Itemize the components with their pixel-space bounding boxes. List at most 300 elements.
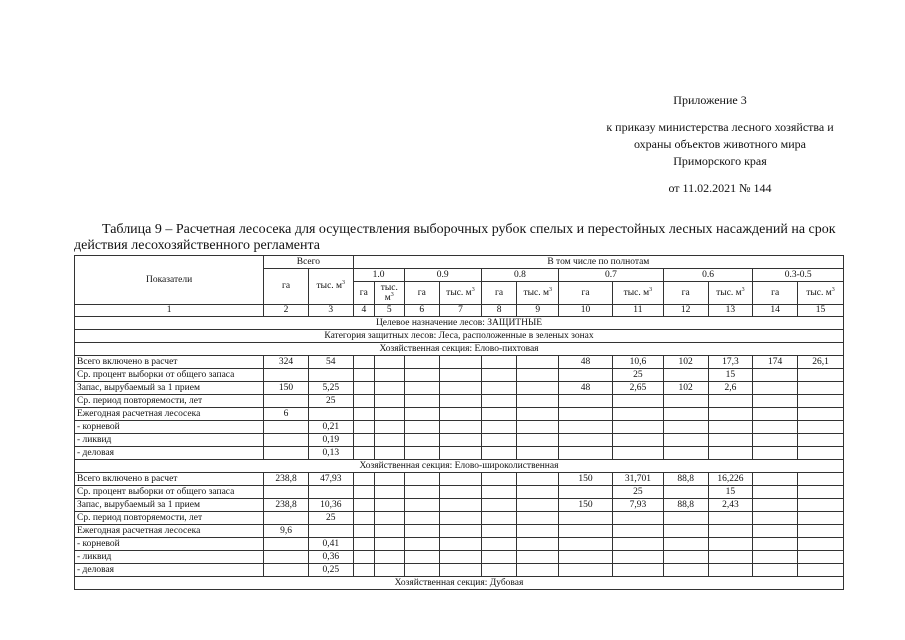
table-cell xyxy=(264,434,309,447)
table-cell xyxy=(663,486,708,499)
table-cell xyxy=(753,512,798,525)
table-row xyxy=(75,408,844,421)
table-cell xyxy=(404,447,440,460)
table-cell xyxy=(440,447,482,460)
table-cell xyxy=(481,356,517,369)
table-row xyxy=(75,421,844,434)
column-number: 12 xyxy=(663,305,708,317)
table-cell xyxy=(264,421,309,434)
row-label: Запас, вырубаемый за 1 прием xyxy=(75,499,264,512)
column-number: 6 xyxy=(404,305,440,317)
table-cell xyxy=(753,369,798,382)
table-cell xyxy=(708,447,753,460)
row-label: Ср. период повторяемости, лет xyxy=(75,395,264,408)
row-label: - деловая xyxy=(75,447,264,460)
table-cell xyxy=(375,499,404,512)
table-cell: 47,93 xyxy=(308,473,353,486)
unit-vol: тыс. $м^3$ xyxy=(612,282,663,305)
table-cell xyxy=(353,447,374,460)
table-row xyxy=(75,395,844,408)
table-cell: 0,36 xyxy=(308,551,353,564)
table-cell: 48 xyxy=(559,356,613,369)
table-cell xyxy=(481,499,517,512)
table-cell xyxy=(481,486,517,499)
table-cell xyxy=(264,369,309,382)
table-cell xyxy=(353,382,374,395)
table-cell xyxy=(612,408,663,421)
table-cell: 88,8 xyxy=(663,473,708,486)
table-cell xyxy=(440,512,482,525)
table-cell xyxy=(481,434,517,447)
table-cell xyxy=(375,525,404,538)
table-cell: 150 xyxy=(264,382,309,395)
table-cell xyxy=(440,473,482,486)
table-cell xyxy=(375,551,404,564)
table-cell xyxy=(612,434,663,447)
table-cell xyxy=(753,395,798,408)
row-label: Ежегодная расчетная лесосека xyxy=(75,408,264,421)
table-cell xyxy=(559,538,613,551)
table-cell: 150 xyxy=(559,473,613,486)
table-cell xyxy=(481,421,517,434)
order-reference-line1: к приказу министерства лесного хозяйства и xyxy=(606,120,834,134)
table-cell xyxy=(517,369,559,382)
row-label: Ср. процент выборки от общего запаса xyxy=(75,369,264,382)
table-cell: 0,13 xyxy=(308,447,353,460)
table-cell xyxy=(375,356,404,369)
table-row xyxy=(75,447,844,460)
table-cell xyxy=(663,421,708,434)
table-cell: 2,6 xyxy=(708,382,753,395)
row-label: - корневой xyxy=(75,421,264,434)
row-label: Ср. период повторяемости, лет xyxy=(75,512,264,525)
table-cell xyxy=(353,473,374,486)
table-cell xyxy=(612,421,663,434)
table-cell xyxy=(559,551,613,564)
table-cell xyxy=(404,486,440,499)
header-total-vol: тыс. $м^3$ xyxy=(308,269,353,305)
table-cell xyxy=(353,369,374,382)
allowable-cut-table xyxy=(74,255,844,590)
header-indicators: Показатели xyxy=(75,256,264,305)
density-header: 0.3-0.5 xyxy=(753,269,844,282)
table-cell xyxy=(753,473,798,486)
table-cell xyxy=(753,538,798,551)
table-cell xyxy=(517,525,559,538)
table-cell xyxy=(440,499,482,512)
table-cell: 0,19 xyxy=(308,434,353,447)
table-cell xyxy=(798,551,844,564)
table-cell xyxy=(753,525,798,538)
row-label: Всего включено в расчет xyxy=(75,473,264,486)
table-cell xyxy=(517,434,559,447)
table-cell xyxy=(517,473,559,486)
table-cell xyxy=(375,369,404,382)
table-cell xyxy=(798,525,844,538)
table-cell xyxy=(375,512,404,525)
table-cell: 2,43 xyxy=(708,499,753,512)
table-cell xyxy=(264,395,309,408)
table-cell: 174 xyxy=(753,356,798,369)
density-header: 0.6 xyxy=(663,269,753,282)
column-number: 1 xyxy=(75,305,264,317)
table-cell xyxy=(353,421,374,434)
column-number: 13 xyxy=(708,305,753,317)
table-cell xyxy=(375,538,404,551)
table-cell xyxy=(559,486,613,499)
table-cell xyxy=(404,551,440,564)
table-cell xyxy=(353,512,374,525)
column-number: 3 xyxy=(308,305,353,317)
table-cell xyxy=(404,525,440,538)
table-cell: 102 xyxy=(663,356,708,369)
table-cell xyxy=(559,564,613,577)
table-cell: 5,25 xyxy=(308,382,353,395)
table-cell xyxy=(404,408,440,421)
table-cell xyxy=(517,395,559,408)
table-cell xyxy=(404,382,440,395)
table-cell xyxy=(708,421,753,434)
table-cell xyxy=(663,564,708,577)
table-cell: 25 xyxy=(308,395,353,408)
table-cell: 150 xyxy=(559,499,613,512)
table-cell xyxy=(481,473,517,486)
table-cell: 48 xyxy=(559,382,613,395)
table-cell xyxy=(404,434,440,447)
table-cell xyxy=(308,369,353,382)
table-cell xyxy=(481,369,517,382)
table-cell xyxy=(753,551,798,564)
row-label: Всего включено в расчет xyxy=(75,356,264,369)
column-number: 8 xyxy=(481,305,517,317)
table-cell xyxy=(404,421,440,434)
table-cell xyxy=(481,382,517,395)
table-cell xyxy=(353,499,374,512)
table-cell xyxy=(440,434,482,447)
table-cell xyxy=(663,434,708,447)
unit-ha: га xyxy=(663,282,708,305)
table-row xyxy=(75,512,844,525)
order-reference-line2: охраны объектов животного мира xyxy=(633,137,807,151)
table-cell xyxy=(517,408,559,421)
table-cell xyxy=(375,447,404,460)
table-cell xyxy=(663,447,708,460)
table-cell xyxy=(708,408,753,421)
unit-vol: тыс. $м^3$ xyxy=(708,282,753,305)
column-number: 11 xyxy=(612,305,663,317)
table-cell xyxy=(353,551,374,564)
table-row xyxy=(75,382,844,395)
row-label: Запас, вырубаемый за 1 прием xyxy=(75,382,264,395)
table-cell: 10,6 xyxy=(612,356,663,369)
unit-ha: га xyxy=(753,282,798,305)
unit-ha: га xyxy=(481,282,517,305)
table-cell xyxy=(375,382,404,395)
table-cell xyxy=(753,382,798,395)
table-cell xyxy=(753,408,798,421)
table-cell xyxy=(798,369,844,382)
table-cell xyxy=(753,486,798,499)
table-cell xyxy=(753,447,798,460)
table-cell xyxy=(663,395,708,408)
table-cell xyxy=(517,382,559,395)
table-cell xyxy=(663,525,708,538)
table-row xyxy=(75,486,844,499)
table-cell xyxy=(559,434,613,447)
table-cell xyxy=(612,538,663,551)
table-cell xyxy=(798,499,844,512)
table-cell xyxy=(481,447,517,460)
row-label: Ср. процент выборки от общего запаса xyxy=(75,486,264,499)
table-row xyxy=(75,356,844,369)
table-cell xyxy=(404,356,440,369)
table-cell: 17,3 xyxy=(708,356,753,369)
table-cell xyxy=(559,421,613,434)
table-row xyxy=(75,473,844,486)
table-cell: 0,41 xyxy=(308,538,353,551)
table-cell: 88,8 xyxy=(663,499,708,512)
forest-category-row: Категория защитных лесов: Леса, расположенные в зеленых зонах xyxy=(75,330,844,343)
density-header: 1.0 xyxy=(353,269,404,282)
table-cell: 324 xyxy=(264,356,309,369)
table-cell: 15 xyxy=(708,486,753,499)
table-cell xyxy=(404,538,440,551)
row-label: - ликвид xyxy=(75,434,264,447)
table-cell: 54 xyxy=(308,356,353,369)
order-date: от 11.02.2021 № 144 xyxy=(668,181,772,195)
table-cell xyxy=(440,486,482,499)
table-cell: 15 xyxy=(708,369,753,382)
column-number: 7 xyxy=(440,305,482,317)
table-cell xyxy=(517,447,559,460)
table-cell xyxy=(481,408,517,421)
table-cell xyxy=(663,369,708,382)
table-cell: 16,226 xyxy=(708,473,753,486)
table-cell: 2,65 xyxy=(612,382,663,395)
table-cell xyxy=(798,447,844,460)
table-row xyxy=(75,434,844,447)
column-number: 10 xyxy=(559,305,613,317)
table-cell xyxy=(440,538,482,551)
unit-vol: тыс. $м^3$ xyxy=(798,282,844,305)
table-cell xyxy=(612,512,663,525)
table-cell xyxy=(559,525,613,538)
table-cell xyxy=(481,564,517,577)
table-cell: 31,701 xyxy=(612,473,663,486)
row-label: - корневой xyxy=(75,538,264,551)
table-cell: 9,6 xyxy=(264,525,309,538)
table-cell xyxy=(481,551,517,564)
table-row xyxy=(75,369,844,382)
table-cell xyxy=(375,434,404,447)
table-cell: 7,93 xyxy=(612,499,663,512)
table-cell: 0,25 xyxy=(308,564,353,577)
table-cell xyxy=(663,408,708,421)
table-cell xyxy=(798,564,844,577)
header-total-ha: га xyxy=(264,269,309,305)
table-cell xyxy=(798,434,844,447)
table-cell xyxy=(481,525,517,538)
table-cell xyxy=(440,408,482,421)
table-cell xyxy=(375,486,404,499)
unit-vol: тыс. $м^3$ xyxy=(517,282,559,305)
table-cell xyxy=(708,551,753,564)
table-cell: 102 xyxy=(663,382,708,395)
table-cell xyxy=(753,434,798,447)
table-cell xyxy=(353,408,374,421)
forest-purpose-row: Целевое назначение лесов: ЗАЩИТНЫЕ xyxy=(75,317,844,330)
table-row xyxy=(75,525,844,538)
table-cell xyxy=(353,564,374,577)
table-cell xyxy=(612,395,663,408)
table-cell xyxy=(798,395,844,408)
row-label: - деловая xyxy=(75,564,264,577)
table-cell xyxy=(559,395,613,408)
table-cell xyxy=(440,356,482,369)
table-row xyxy=(75,499,844,512)
table-cell: 238,8 xyxy=(264,473,309,486)
table-cell xyxy=(612,525,663,538)
table-cell xyxy=(440,395,482,408)
table-cell xyxy=(612,551,663,564)
table-cell xyxy=(517,421,559,434)
header-incl-densities: В том числе по полнотам xyxy=(353,256,843,269)
unit-vol: тыс. $м^3$ xyxy=(440,282,482,305)
table-cell xyxy=(308,525,353,538)
table-cell xyxy=(353,356,374,369)
table-cell xyxy=(798,538,844,551)
column-number: 4 xyxy=(353,305,374,317)
table-cell xyxy=(440,525,482,538)
table-cell xyxy=(798,382,844,395)
table-cell xyxy=(517,356,559,369)
unit-ha: га xyxy=(353,282,374,305)
table-cell xyxy=(404,369,440,382)
table-cell xyxy=(559,447,613,460)
table-cell: 6 xyxy=(264,408,309,421)
table-cell xyxy=(264,564,309,577)
table-cell xyxy=(440,551,482,564)
table-cell xyxy=(353,538,374,551)
table-cell: 0,21 xyxy=(308,421,353,434)
table-cell xyxy=(663,512,708,525)
table-cell xyxy=(798,486,844,499)
table-title: Таблица 9 – Расчетная лесосека для осуществления выборочных рубок спелых и перестойных лесных насаждений на срок действия лесохозяйственного регламента xyxy=(74,222,836,253)
column-number: 2 xyxy=(264,305,309,317)
table-cell xyxy=(264,512,309,525)
table-cell: 25 xyxy=(308,512,353,525)
table-cell xyxy=(440,421,482,434)
table-cell xyxy=(798,408,844,421)
table-cell xyxy=(404,473,440,486)
table-cell xyxy=(798,421,844,434)
row-label: - ликвид xyxy=(75,551,264,564)
table-cell xyxy=(517,512,559,525)
appendix-label: Приложение 3 xyxy=(673,93,747,107)
table-cell xyxy=(708,525,753,538)
column-number: 5 xyxy=(375,305,404,317)
table-cell xyxy=(375,564,404,577)
table-cell xyxy=(517,551,559,564)
table-row xyxy=(75,564,844,577)
table-cell xyxy=(708,512,753,525)
table-row xyxy=(75,538,844,551)
row-label: Ежегодная расчетная лесосека xyxy=(75,525,264,538)
table-cell xyxy=(517,486,559,499)
table-cell xyxy=(798,473,844,486)
table-cell xyxy=(264,486,309,499)
table-cell xyxy=(663,538,708,551)
density-header: 0.9 xyxy=(404,269,481,282)
table-cell xyxy=(708,434,753,447)
column-number: 9 xyxy=(517,305,559,317)
table-cell xyxy=(264,551,309,564)
table-cell: 25 xyxy=(612,486,663,499)
table-cell xyxy=(559,369,613,382)
table-cell xyxy=(481,512,517,525)
density-header: 0.8 xyxy=(481,269,558,282)
table-cell xyxy=(798,512,844,525)
table-cell xyxy=(753,421,798,434)
density-header: 0.7 xyxy=(559,269,664,282)
table-cell: 238,8 xyxy=(264,499,309,512)
table-cell xyxy=(559,512,613,525)
section-header-row: Хозяйственная секция: Дубовая xyxy=(75,577,844,590)
table-cell xyxy=(753,564,798,577)
header-total: Всего xyxy=(264,256,354,269)
table-cell xyxy=(481,538,517,551)
table-cell xyxy=(440,564,482,577)
table-cell xyxy=(308,486,353,499)
table-cell xyxy=(375,395,404,408)
table-cell xyxy=(517,538,559,551)
table-cell xyxy=(753,499,798,512)
table-cell xyxy=(708,395,753,408)
table-cell xyxy=(375,473,404,486)
table-cell xyxy=(353,525,374,538)
table-cell: 25 xyxy=(612,369,663,382)
section-header-row: Хозяйственная секция: Елово-широколиственная xyxy=(75,460,844,473)
table-cell xyxy=(663,551,708,564)
column-number: 15 xyxy=(798,305,844,317)
table-cell xyxy=(375,408,404,421)
table-cell xyxy=(353,395,374,408)
table-cell xyxy=(612,564,663,577)
table-cell: 26,1 xyxy=(798,356,844,369)
table-row xyxy=(75,551,844,564)
table-cell xyxy=(481,395,517,408)
unit-vol: тыс. $м^3$ xyxy=(375,282,404,305)
table-cell xyxy=(612,447,663,460)
table-cell xyxy=(264,447,309,460)
table-cell xyxy=(404,395,440,408)
table-cell xyxy=(353,486,374,499)
column-number: 14 xyxy=(753,305,798,317)
table-cell xyxy=(708,564,753,577)
unit-ha: га xyxy=(559,282,613,305)
table-cell xyxy=(440,382,482,395)
table-cell xyxy=(404,564,440,577)
order-reference-line3: Приморского края xyxy=(673,154,767,168)
table-cell xyxy=(517,564,559,577)
table-cell xyxy=(517,499,559,512)
table-cell xyxy=(559,408,613,421)
table-cell xyxy=(404,499,440,512)
table-cell xyxy=(440,369,482,382)
table-cell xyxy=(404,512,440,525)
table-cell: 10,36 xyxy=(308,499,353,512)
table-cell xyxy=(308,408,353,421)
